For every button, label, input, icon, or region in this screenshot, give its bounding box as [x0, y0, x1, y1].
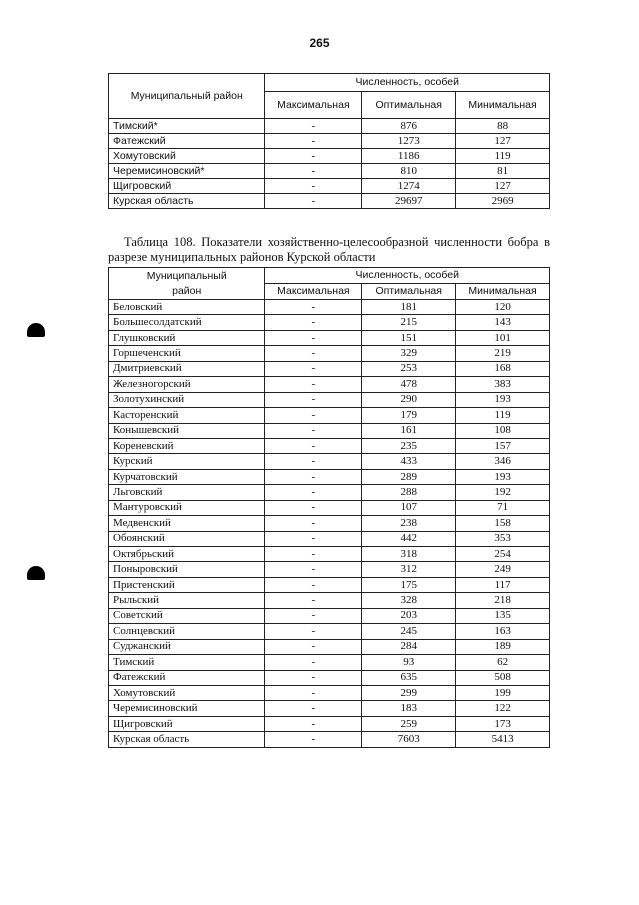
table-row — [109, 423, 550, 438]
max-cell: - — [265, 685, 362, 700]
max-cell: - — [265, 701, 362, 716]
min-cell: 101 — [456, 330, 550, 345]
min-cell: 119 — [456, 408, 550, 423]
opt-cell: 107 — [362, 500, 456, 515]
max-cell: - — [265, 485, 362, 500]
max-cell: - — [265, 119, 362, 134]
table-row — [109, 608, 550, 623]
opt-cell: 329 — [362, 346, 456, 361]
header-min: Минимальная — [456, 284, 550, 300]
min-cell: 81 — [456, 164, 550, 179]
population-table-continued — [108, 73, 550, 209]
min-cell: 127 — [456, 179, 550, 194]
opt-cell: 433 — [362, 454, 456, 469]
district-cell: Советский — [109, 608, 265, 623]
opt-cell: 203 — [362, 608, 456, 623]
min-cell: 71 — [456, 500, 550, 515]
table-caption: Таблица 108. Показатели хозяйственно-целесообразной численности бобра в разрезе муниципальных районов Курской области — [108, 235, 550, 264]
table-row — [109, 134, 550, 149]
min-cell: 88 — [456, 119, 550, 134]
district-cell: Рыльский — [109, 593, 265, 608]
opt-cell: 1186 — [362, 149, 456, 164]
header-opt: Оптимальная — [362, 284, 456, 300]
table-row — [109, 149, 550, 164]
min-cell: 193 — [456, 392, 550, 407]
table-row — [109, 346, 550, 361]
table-row — [109, 330, 550, 345]
max-cell: - — [265, 377, 362, 392]
max-cell: - — [265, 179, 362, 194]
table-row — [109, 300, 550, 315]
district-cell: Черемисиновский — [109, 701, 265, 716]
max-cell: - — [265, 469, 362, 484]
min-cell: 249 — [456, 562, 550, 577]
max-cell: - — [265, 392, 362, 407]
max-cell: - — [265, 361, 362, 376]
max-cell: - — [265, 438, 362, 453]
district-cell: Курская область — [109, 732, 265, 747]
district-cell: Тимский — [109, 655, 265, 670]
max-cell: - — [265, 346, 362, 361]
opt-cell: 289 — [362, 469, 456, 484]
opt-cell: 635 — [362, 670, 456, 685]
table-row — [109, 577, 550, 592]
district-cell: Обоянский — [109, 531, 265, 546]
min-cell: 2969 — [456, 194, 550, 209]
table-row — [109, 454, 550, 469]
max-cell: - — [265, 164, 362, 179]
min-cell: 508 — [456, 670, 550, 685]
table2-body — [109, 300, 550, 748]
opt-cell: 181 — [362, 300, 456, 315]
district-cell: Курский — [109, 454, 265, 469]
district-cell: Фатежский — [109, 134, 265, 149]
table-row — [109, 361, 550, 376]
min-cell: 127 — [456, 134, 550, 149]
min-cell: 189 — [456, 639, 550, 654]
opt-cell: 238 — [362, 516, 456, 531]
table-row — [109, 732, 550, 747]
min-cell: 346 — [456, 454, 550, 469]
district-cell: Щигровский — [109, 179, 265, 194]
table-row — [109, 469, 550, 484]
district-cell: Конышевский — [109, 423, 265, 438]
max-cell: - — [265, 670, 362, 685]
max-cell: - — [265, 732, 362, 747]
table-row — [109, 531, 550, 546]
opt-cell: 29697 — [362, 194, 456, 209]
table-row — [109, 408, 550, 423]
min-cell: 173 — [456, 716, 550, 731]
max-cell: - — [265, 149, 362, 164]
district-cell: Мантуровский — [109, 500, 265, 515]
district-cell: Кореневский — [109, 438, 265, 453]
table-row — [109, 593, 550, 608]
header-max: Максимальная — [265, 284, 362, 300]
district-cell: Курчатовский — [109, 469, 265, 484]
table-row — [109, 119, 550, 134]
district-cell: Поныровский — [109, 562, 265, 577]
max-cell: - — [265, 423, 362, 438]
min-cell: 157 — [456, 438, 550, 453]
max-cell: - — [265, 516, 362, 531]
opt-cell: 328 — [362, 593, 456, 608]
table-row — [109, 547, 550, 562]
district-cell: Касторенский — [109, 408, 265, 423]
district-cell: Дмитриевский — [109, 361, 265, 376]
max-cell: - — [265, 716, 362, 731]
table-row — [109, 516, 550, 531]
min-cell: 192 — [456, 485, 550, 500]
opt-cell: 478 — [362, 377, 456, 392]
table-row — [109, 670, 550, 685]
min-cell: 193 — [456, 469, 550, 484]
header-min: Минимальная — [456, 91, 550, 118]
min-cell: 5413 — [456, 732, 550, 747]
min-cell: 62 — [456, 655, 550, 670]
max-cell: - — [265, 454, 362, 469]
district-cell: Солнцевский — [109, 624, 265, 639]
min-cell: 254 — [456, 547, 550, 562]
max-cell: - — [265, 315, 362, 330]
min-cell: 143 — [456, 315, 550, 330]
max-cell: - — [265, 577, 362, 592]
district-cell: Большесолдатский — [109, 315, 265, 330]
opt-cell: 93 — [362, 655, 456, 670]
opt-cell: 1273 — [362, 134, 456, 149]
table1-body — [109, 119, 550, 209]
header-group: Численность, особей — [265, 74, 550, 92]
min-cell: 135 — [456, 608, 550, 623]
min-cell: 108 — [456, 423, 550, 438]
opt-cell: 290 — [362, 392, 456, 407]
table-row — [109, 562, 550, 577]
min-cell: 199 — [456, 685, 550, 700]
min-cell: 122 — [456, 701, 550, 716]
max-cell: - — [265, 593, 362, 608]
max-cell: - — [265, 547, 362, 562]
table-row — [109, 438, 550, 453]
district-cell: Фатежский — [109, 670, 265, 685]
table-row — [109, 194, 550, 209]
table-row — [109, 392, 550, 407]
table-row — [109, 655, 550, 670]
district-cell: Медвенский — [109, 516, 265, 531]
max-cell: - — [265, 655, 362, 670]
header-district-top: Муниципальный — [109, 268, 265, 284]
max-cell: - — [265, 500, 362, 515]
min-cell: 163 — [456, 624, 550, 639]
district-cell: Хомутовский — [109, 685, 265, 700]
opt-cell: 161 — [362, 423, 456, 438]
district-cell: Черемисиновский* — [109, 164, 265, 179]
opt-cell: 299 — [362, 685, 456, 700]
table-row — [109, 179, 550, 194]
table-row — [109, 485, 550, 500]
district-cell: Пристенский — [109, 577, 265, 592]
min-cell: 117 — [456, 577, 550, 592]
opt-cell: 259 — [362, 716, 456, 731]
max-cell: - — [265, 330, 362, 345]
min-cell: 383 — [456, 377, 550, 392]
opt-cell: 876 — [362, 119, 456, 134]
header-district-label: Муниципальный район — [130, 89, 243, 102]
district-cell: Октябрьский — [109, 547, 265, 562]
district-cell: Беловский — [109, 300, 265, 315]
opt-cell: 810 — [362, 164, 456, 179]
opt-cell: 183 — [362, 701, 456, 716]
table-row — [109, 377, 550, 392]
max-cell: - — [265, 639, 362, 654]
header-district-bottom: район — [109, 284, 265, 300]
min-cell: 219 — [456, 346, 550, 361]
opt-cell: 318 — [362, 547, 456, 562]
max-cell: - — [265, 531, 362, 546]
min-cell: 158 — [456, 516, 550, 531]
binder-hole — [27, 323, 45, 337]
beaver-population-table — [108, 267, 550, 748]
opt-cell: 284 — [362, 639, 456, 654]
max-cell: - — [265, 134, 362, 149]
max-cell: - — [265, 300, 362, 315]
opt-cell: 245 — [362, 624, 456, 639]
table-row — [109, 639, 550, 654]
district-cell: Горшеченский — [109, 346, 265, 361]
table-row — [109, 500, 550, 515]
district-cell: Щигровский — [109, 716, 265, 731]
opt-cell: 288 — [362, 485, 456, 500]
opt-cell: 235 — [362, 438, 456, 453]
max-cell: - — [265, 608, 362, 623]
opt-cell: 7603 — [362, 732, 456, 747]
header-group: Численность, особей — [265, 268, 550, 284]
table-row — [109, 164, 550, 179]
opt-cell: 1274 — [362, 179, 456, 194]
max-cell: - — [265, 408, 362, 423]
table-row — [109, 685, 550, 700]
min-cell: 353 — [456, 531, 550, 546]
header-opt: Оптимальная — [362, 91, 456, 118]
min-cell: 119 — [456, 149, 550, 164]
max-cell: - — [265, 562, 362, 577]
table-row — [109, 315, 550, 330]
opt-cell: 175 — [362, 577, 456, 592]
opt-cell: 179 — [362, 408, 456, 423]
table-row — [109, 716, 550, 731]
opt-cell: 442 — [362, 531, 456, 546]
table-row — [109, 701, 550, 716]
district-cell: Хомутовский — [109, 149, 265, 164]
max-cell: - — [265, 194, 362, 209]
opt-cell: 253 — [362, 361, 456, 376]
district-cell: Золотухинский — [109, 392, 265, 407]
header-max: Максимальная — [265, 91, 362, 118]
max-cell: - — [265, 624, 362, 639]
page-number: 265 — [309, 36, 330, 50]
binder-hole — [27, 566, 45, 580]
opt-cell: 312 — [362, 562, 456, 577]
table-row — [109, 624, 550, 639]
min-cell: 168 — [456, 361, 550, 376]
district-cell: Железногорский — [109, 377, 265, 392]
min-cell: 120 — [456, 300, 550, 315]
header-district — [109, 74, 265, 119]
district-cell: Курская область — [109, 194, 265, 209]
opt-cell: 215 — [362, 315, 456, 330]
district-cell: Суджанский — [109, 639, 265, 654]
min-cell: 218 — [456, 593, 550, 608]
district-cell: Глушковский — [109, 330, 265, 345]
district-cell: Тимский* — [109, 119, 265, 134]
opt-cell: 151 — [362, 330, 456, 345]
district-cell: Льговский — [109, 485, 265, 500]
